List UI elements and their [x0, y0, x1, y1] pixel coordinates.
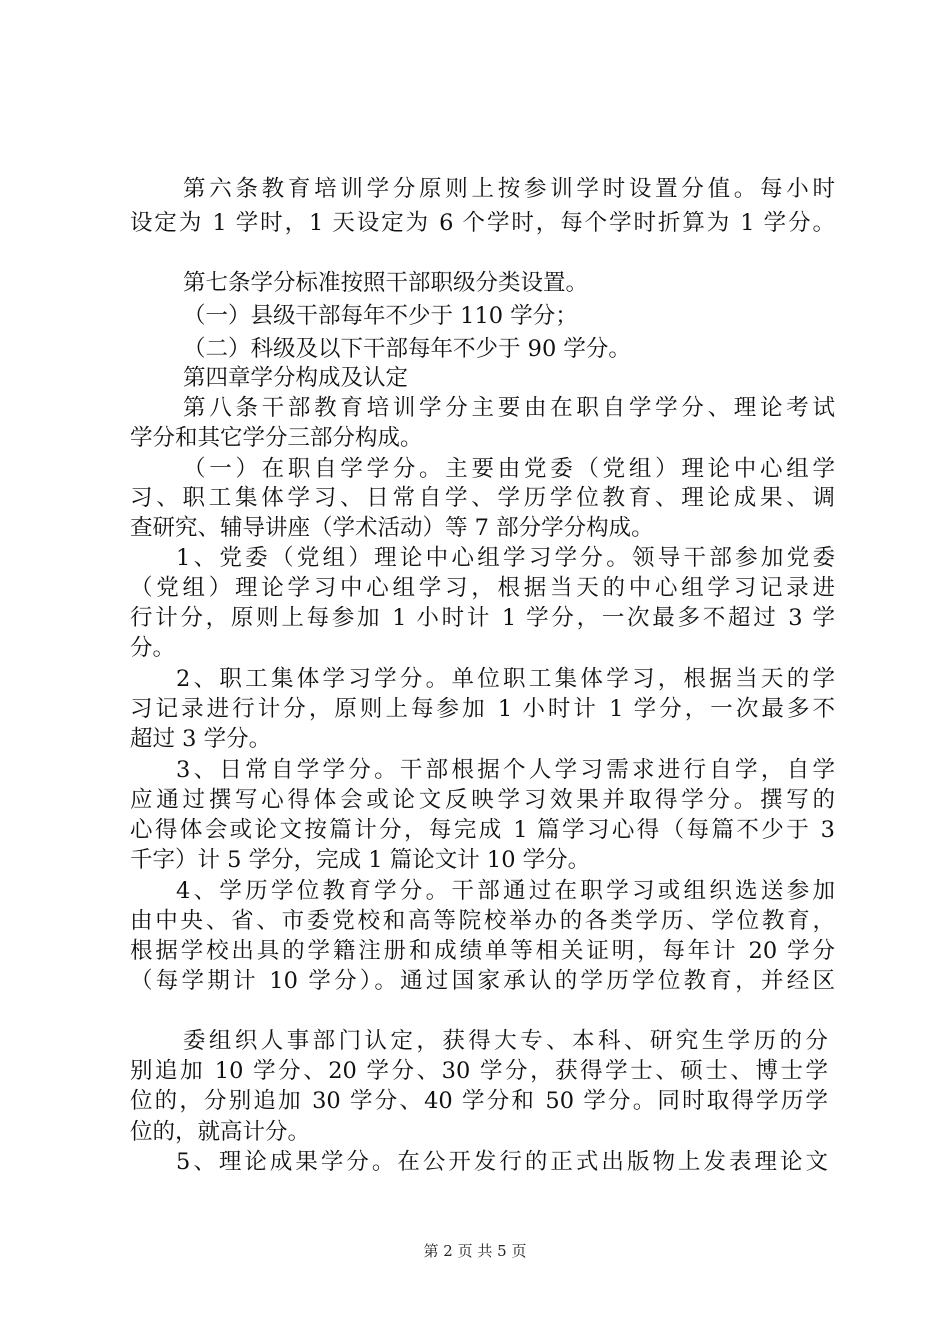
paragraph-line: （一）县级干部每年不少于 110 学分；: [183, 303, 578, 329]
paragraph-line: 位的，就高计分。: [130, 1119, 311, 1145]
paragraph-line: 第六条教育培训学分原则上按参训学时设置分值。每小时: [183, 176, 835, 202]
paragraph-line: 5、理论成果学分。在公开发行的正式出版物上发表理论文: [176, 1149, 828, 1175]
paragraph-line: 1、党委（党组）理论中心组学习学分。领导干部参加党委: [176, 545, 835, 571]
paragraph-line: 位的，分别追加 30 学分、40 学分和 50 学分。同时取得学历学: [130, 1088, 828, 1114]
paragraph-line: （二）科级及以下干部每年不少于 90 学分。: [183, 336, 631, 362]
paragraph-line: 超过 3 学分。: [130, 726, 272, 752]
paragraph-line: 别追加 10 学分、20 学分、30 学分，获得学士、硕士、博士学: [130, 1058, 828, 1084]
paragraph-line: 3、日常自学学分。干部根据个人学习需求进行自学，自学: [176, 757, 835, 783]
section-heading: 第七条学分标准按照干部职级分类设置。: [183, 270, 589, 296]
paragraph-line: 由中央、省、市委党校和高等院校举办的各类学历、学位教育，: [130, 908, 835, 934]
paragraph-line: 行计分，原则上每参加 1 小时计 1 学分，一次最多不超过 3 学: [130, 605, 835, 631]
paragraph-line: 习记录进行计分，原则上每参加 1 小时计 1 学分，一次最多不: [130, 696, 835, 722]
paragraph-line: （党组）理论学习中心组学习，根据当天的中心组学习记录进: [130, 575, 835, 601]
paragraph-line: 习、职工集体学习、日常自学、学历学位教育、理论成果、调: [130, 485, 835, 511]
paragraph-line: 2、职工集体学习学分。单位职工集体学习，根据当天的学: [176, 666, 835, 692]
paragraph-line: 千字）计 5 学分，完成 1 篇论文计 10 学分。: [130, 847, 591, 873]
paragraph-line: 应通过撰写心得体会或论文反映学习效果并取得学分。撰写的: [130, 787, 835, 813]
paragraph-line: 心得体会或论文按篇计分，每完成 1 篇学习心得（每篇不少于 3: [130, 817, 835, 843]
paragraph-line: 根据学校出具的学籍注册和成绩单等相关证明，每年计 20 学分: [130, 938, 835, 964]
paragraph-line: 学分和其它学分三部分构成。: [130, 425, 423, 451]
paragraph-line: 第八条干部教育培训学分主要由在职自学学分、理论考试: [183, 395, 835, 421]
paragraph-line: 委组织人事部门认定，获得大专、本科、研究生学历的分: [183, 1028, 828, 1054]
paragraph-line: 查研究、辅导讲座（学术活动）等 7 部分学分构成。: [130, 515, 654, 541]
paragraph-line: 4、学历学位教育学分。干部通过在职学习或组织选送参加: [176, 878, 835, 904]
chapter-heading: 第四章学分构成及认定: [183, 365, 409, 391]
paragraph-line: （一）在职自学学分。主要由党委（党组）理论中心组学: [183, 456, 835, 482]
paragraph-line: （每学期计 10 学分）。通过国家承认的学历学位教育，并经区: [130, 968, 835, 994]
paragraph-line: 分。: [130, 635, 176, 661]
page-number-footer: 第 2 页 共 5 页: [423, 1242, 527, 1260]
paragraph-line: 设定为 1 学时，1 天设定为 6 个学时，每个学时折算为 1 学分。: [130, 210, 835, 236]
